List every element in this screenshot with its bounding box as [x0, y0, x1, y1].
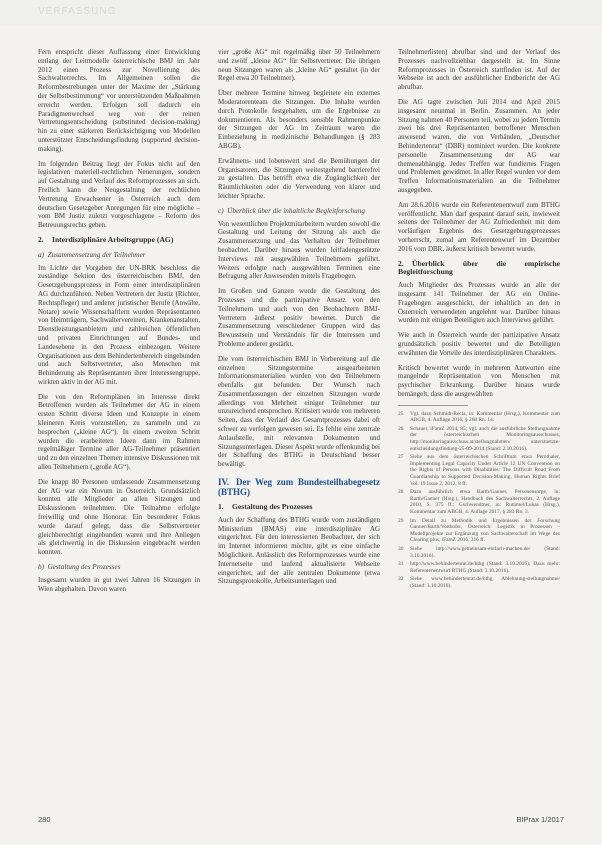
section-title: Gestaltung des Prozesses — [232, 502, 313, 512]
footnote-text: Siehe http://www.gemeinsam-einfach-machen.de/ (Stand: 3.10.2016). — [410, 545, 560, 559]
footnote — [398, 489, 560, 515]
paragraph: Kritisch bewertet wurde in mehreren Antworten eine mangelnde Repräsentation von Menschen mit psychischer Erkrankung. Darüber hinaus wurde bemängelt, dass die ausgewählten — [398, 363, 560, 398]
footnote-divider — [398, 405, 468, 406]
paragraph: Teilnehmerlisten) abrufbar sind und der Verlauf des Prozesses nachvollziehbar dargestellt ist. Im Sinne Reformprozesses in Österreich stattfinden ist. Auf der Webseite ist auch der ausführlicher Endbericht der AG abrufbar. — [398, 48, 560, 92]
footnote-text: Siehe aus dem österreichischen Schrifttum etwa Pernthaler, Implementing Legal Capacity Under Article 12 UN Convention on the Rights of Persons with Disabilities: The Difficult Road From Guardianship to Supported Decision-Making, Human Rights Brief Vol. 19 Issue 2, 2012, 8 ff. — [410, 454, 560, 487]
footnote-text: Schauer, iFamZ 2014, 85; vgl. auch die ausführliche Stellungnahme der österreichischen Monitoringsausschusses, http://monitoringausschuss.at/stellungnahmen/ unterstuetzte-entscheidungsfindung-25-09-2014 (Stand: 2.10.2016). — [410, 425, 560, 452]
running-header — [0, 0, 602, 26]
footnote-number: 25 — [398, 410, 404, 417]
footnote-text: Siehe www.behindertenrat.de/bthg Ablehnung-stellungnahme/ (Stand: 3.10.2016). — [410, 576, 560, 589]
footnote — [398, 576, 560, 589]
page-footer — [38, 815, 564, 827]
footnote — [398, 426, 560, 452]
paragraph: Im Großen und Ganzen wurde die Gestaltung des Prozesses und die partizipative Ansatz von den Teilnehmern und auch von den Beobachtern BMJ-Vertretern äußerst positiv bewertet. Durch die Zusammensetzung verschiedener Gruppen wird das Bewusstsein und Verständnis für die Interessen und Probleme anderer gestärkt. — [218, 287, 380, 348]
page-number: 280 — [38, 815, 51, 824]
section-label: VERFASSUNG — [38, 6, 117, 17]
paragraph: Insgesamt wurden in gut zwei Jahren 16 Sitzungen in Wien abgehalten. Davon waren — [38, 575, 200, 593]
subsection-heading — [38, 251, 200, 260]
paragraph: Erwähnens- und lobenswert sind die Bemühungen der Organisatoren, die Sitzungen weitestgehend barrierefrei zu gestalten. Das betrifft etwa die Zugänglichkeit der Räumlichkeiten oder die Verwendung von klarer und leichter Sprache. — [218, 156, 380, 200]
footnote — [398, 411, 560, 424]
paragraph: Die von den Reformplänen im Interesse direkt Betroffenen wurden als Teilnehmer der AG in einem ersten Schritt diverse Ideen und Konzepte in einem kleineren Kreis vorzustellen, zu sammeln und zu besprechen („kleine AG“). In einem zweiten Schritt wurden die erarbeiteten Ideen dann im Rahmen regelmäßiger Termine aller AG-Teilnehmer präsentiert und zu den einzelnen Themen intensive Diskussionen mit allen Teilnehmern („große AG“). — [38, 392, 200, 472]
subsection-number: b) — [38, 563, 44, 572]
chapter-number: IV. — [218, 477, 230, 488]
footnote-text: http://www.behindertenrat.de/bthg (Stand: 3.10.2016); Dazu mehr: Referentenentwurf BTHG (Stand: 3.10.2016). — [410, 561, 560, 574]
paragraph: Auch Mitglieder des Prozesses wurde an alle der insgesamt 141 Teilnehmer der AG ein Online-Fragebogen ausgeschickt, der inhaltlich an den in Österreich verwendeten angelehnt war. Darüber hinaus wurden mit einigen Beteiligten auch Interviews geführt. — [398, 281, 560, 325]
section-heading — [38, 236, 200, 245]
section-number: 1. — [218, 502, 224, 512]
paragraph: vier „große AG“ mit regelmäßig über 50 Teilnehmern und zwölf „kleine AG“ für Selbstvertreter. Die übrigen neun Sitzungen waren als „kleine AG“ gestaltet (in der Regel etwa 20 Teilnehmer). — [218, 48, 380, 83]
paragraph: Von wesentlichen Projektmitarbeitern wurden sowohl die Gestaltung und Leitung der Sitzung als auch die Zusammensetzung und das Verhalten der Teilnehmer beobachtet. Darüber hinaus wurden leitfadengestützte Interviews mit ausgewählten Teilnehmern geführt. Weiters erfolgte nach ausgewählten Terminen eine Befragung aller Anwesenden mittels Fragebogen. — [218, 219, 380, 281]
section-number: 2. — [398, 258, 404, 268]
footnotes — [398, 411, 560, 590]
paragraph: Im folgenden Beitrag liegt der Fokus nicht auf den legislativen materiell-rechtlichen Neuerungen, sondern auf Gestaltung und Verlauf des Reformprozesses an sich. Freilich kann die Neugestaltung der rechtlichen Vertretung Erwachsener in Österreich auch dem deutschen Gesetzgeber Anregungen für eine mögliche – vom BM Justiz zuletzt vorgeschlagene – Reform des Betreuungsrechts geben. — [38, 159, 200, 230]
paragraph: Die knapp 80 Personen umfassende Zusammensetzung der AG war ein Novum in Österreich. Grundsätzlich konnten alle Mitglieder an allen Sitzungen und Diskussionen teilnehmen. Die Teilnahme erfolgte freiwillig und ohne Honorar. Ein besonderer Fokus wurde darauf gelegt, dass die Selbstvertreter gleichberechtigt eingebunden waren und ihre Anliegen als gleichwertig in die Diskussion eingebracht werden konnten. — [38, 477, 200, 557]
subsection-number: a) — [38, 250, 44, 259]
column-3 — [398, 48, 560, 805]
column-1 — [38, 48, 200, 805]
paragraph: Im Lichte der Vorgaben der UN-BRK beschloss die zuständige Sektion des österreichischen BMJ, den Gesetzgebungsprozess in Form einer interdisziplinären AG durchzuführen. Neben Vertretern der Justiz (Richter, Rechtspfleger) und anderer juristischer Berufe (Anwälte, Notare) sowie Wissenschaftlern wurden Repräsentanten von Heimträgern, Sachwaltervereinen, Krankenanstalten, Dienstleistungsanbietern und zahlreichen öffentlichen und privaten Einrichtungen auf Bundes- und Landesebene in den Prozess einbezogen. Weitere Organisationen aus dem Behindertenbereich eingebunden und auch Selbstvertreter, also Menschen mit Behinderung als Repräsentanten ihrer Interessengruppe, wirkten aktiv in der AG mit. — [38, 263, 200, 386]
chapter-title: Der Weg zum Bundesteilhabegesetz (BTHG) — [218, 477, 380, 498]
paragraph: Wie auch in Österreich wurde der partizipative Ansatz grundsätzlich positiv bewertet und die Beteiligten erwähnten die Vorteile des interdisziplinären Charakters. — [398, 331, 560, 357]
footnote-number: 27 — [398, 454, 404, 461]
subsection-title: Überblick über die inhaltliche Begleitforschung — [227, 206, 365, 215]
footnote — [398, 518, 560, 544]
section-number: 2. — [38, 234, 44, 244]
chapter-heading — [218, 477, 380, 497]
footnote-text: Vgl. dazu Schmidt-Recla, in: Kommentar (Hrsg.), Kommentar zum ABGB, 4. Auflage 2016, § 268 Rn. 14. — [410, 410, 560, 424]
paragraph: Auch der Schaffung des BTHG wurde vom zuständigen Ministerium (BMAS) eine interdisziplinäre AG eingerichtet. Für den interessierten Beobachter, der sich im Internet informieren möchte, gibt es eine einfache Möglichkeit. Anlässlich des Reformprozesses wurde eine Internetseite und laufend aktualisierte Webseite eingerichtet, auf der alle zentralen Dokumente (etwa Sitzungsprotokolle, Arbeitsunterlagen und — [218, 515, 380, 586]
footnote-number: 30 — [398, 545, 404, 552]
section-title: Interdisziplinäre Arbeitsgruppe (AG) — [52, 234, 174, 244]
subsection-heading — [38, 563, 200, 572]
section-title: Überblick über die empirische Begleitforschung — [398, 258, 560, 277]
subsection-title: Gestaltung des Prozesses — [47, 563, 121, 572]
footnote-number: 31 — [398, 561, 404, 568]
footnote-number: 29 — [398, 517, 404, 524]
subsection-heading — [218, 207, 380, 216]
paragraph: Fern entspricht dieser Auffassung einer Entwicklung entlang der Leitmodelle österreichische BMJ im Jahr 2012 einen Prozess zur Novellierung des Sachwalterrechts. Im Allgemeinen sollen die Reformbestrebungen unter der Maxime der „Stärkung der Selbstbestimmung“ vor unterstützenden Maßnahmen erreicht werden. Erfolgen soll dadurch ein Paradigmenwechsel weg von der reinen Vertretungsentscheidung (substituted decision-making) hin zu einer stärkeren Berücksichtigung von Modellen unterstützter Entscheidungsfindung (supported decision-making). — [38, 48, 200, 153]
footnote-number: 32 — [398, 576, 404, 583]
footnote — [398, 546, 560, 559]
section-heading — [398, 260, 560, 278]
magazine-issue: BIPrax 1/2017 — [516, 815, 564, 824]
subsection-number: c) — [218, 206, 224, 215]
paragraph: Über mehrere Termine hinweg begleitete ein externes Moderatorenteam die Sitzungen. Die Inhalte wurden durch Protokolle festgehalten, um die Ergebnisse zu dokumentieren. Als besonders sensible Rahmenpunkte der Sitzungen der AG im Zeitraum waren die Einbeziehung in medizinische Behandlungen (§ 283 ABGB). — [218, 89, 380, 150]
footnote-text: Dazu ausführlich etwa Barth/Ganner, Personensorge, in: Barth/Ganner (Hrsg.), Handbuch des Sachwalterrechts, 2. Auflage 2010, S. 375 ff.; Gschwendtner, in: Rummel/Lukas (Hrsg.), Kommentar zum ABGB, 4. Auflage 2017, § 283 Rn. 3. — [410, 489, 560, 515]
column-2 — [218, 48, 380, 805]
paragraph: Die AG tagte zwischen Juli 2014 und April 2015 insgesamt neunmal in Berlin. Zusammen. An jeder Sitzung nahmen 40 Personen teil, wobei zu jedem Termin zwei bis drei Repräsentanten betroffener Menschen anwesend waren, die von Verbänden, „Deutscher Behindertenrat“ (DBR) nominiert wurden. Die konkrete personelle Zusammensetzung der AG war themenabhängig. Jedes Treffen war fundiertes Fragen und Problemen gewidmet. In aller Regel wurden vor dem Treffen Informationsmaterialien an die Teilnehmer ausgegeben. — [398, 97, 560, 194]
footnote — [398, 561, 560, 574]
section-heading — [218, 503, 380, 512]
footnote-number: 26 — [398, 425, 404, 432]
footnote-text: Im Detail zu Methodik und Ergebnissen der Forschung Ganner/Barth/Voithofer, Österreich: Legistik in Prozessen – Modellprojekte zur Ergänzung von Sachwalterschaft im Wege des Clearing plus, iFamZ 2016, 316 ff. — [410, 517, 560, 544]
paragraph: Die vom österreichischen BMJ in Vorbereitung auf die einzelnen Sitzungstermine ausgearbeiteten Informationsmaterialien wurden von den Teilnehmern ebenfalls gut befunden. Der Wunsch nach Zusammenfassungen der einzelnen Sitzungen wurde allerdings von Mehrheit einiger Teilnehmer nur unzureichend entsprochen. Kritisiert wurde von mehreren Seiten, dass der Verlauf des Gesamtprozesses dabei oft schwer zu verfolgen gewesen sei. Es fehlte eine zentrale Anlaufstelle, mit relevanten Dokumenten und Sitzungsunterlagen. Dieser Aspekt wurde offenkundig bei der Schaffung des BTHG in Deutschland besser bewältigt. — [218, 354, 380, 469]
footnote — [398, 454, 560, 487]
footnote-number: 28 — [398, 489, 404, 496]
paragraph: Am 28.6.2016 wurde ein Referentenentwurf zum BTHG veröffentlicht. Man darf gespannt darauf sein, inwieweit seitens der Teilnehmer der AG Zufriedenheit mit dem vorläufigen Ergebnis des Gesetzgebungsprozesses vorherrscht, zumal am Referentenwurf im Dezember 2016 vom DBR, äußerst kritisch bewertet wurde. — [398, 200, 560, 253]
subsection-title: Zusammensetzung der Teilnehmer — [47, 250, 146, 259]
